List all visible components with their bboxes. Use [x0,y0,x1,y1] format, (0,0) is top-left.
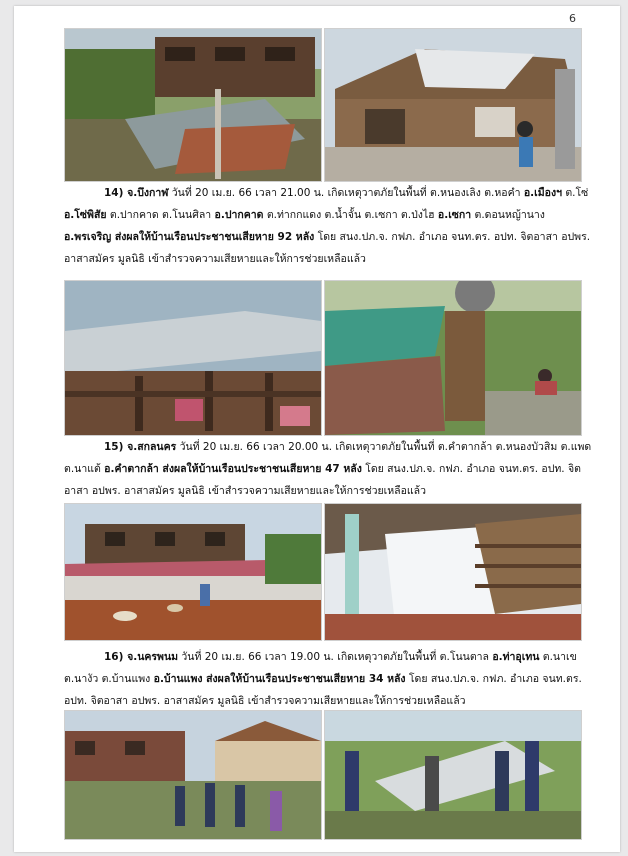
item-heading: 16) จ.นครพนม [104,651,179,663]
photo-broken-roof-interior [64,280,322,436]
photo-house-with-officials [64,710,322,840]
page-number: 6 [569,12,576,25]
photo-two-storey-house-with-dogs [64,503,322,641]
report-item-15: 15) จ.สกลนคร วันที่ 20 เม.ย. 66 เวลา 20.00 น. เกิดเหตุวาตภัยในพื้นที่ ต.คำตากล้า ต.หนองบัวสิม ต.แพด ต.นาแต้ อ.คำตากล้า ส่งผลให้บ้านเรือนประชาชนเสียหาย 47 หลัง โดย สนง.ปภ.จ. กฟภ. อำเภอ จนท.ตร. อปท. จิตอาสา อปพร. อาสาสมัคร มูลนิธิ เข้าสำรวจความเสียหายและให้การช่วยเหลือแล้ว [64,441,592,497]
photo-roof-blown-off-house [324,28,582,182]
document-page [14,6,620,852]
photo-damaged-roof-beams [324,503,582,641]
photo-collapsed-metal-roof [324,280,582,436]
report-item-16: 16) จ.นครพนม วันที่ 20 เม.ย. 66 เวลา 19.00 น. เกิดเหตุวาตภัยในพื้นที่ ต.โนนตาล อ.ท่าอุเทน ต.นาเข ต.นางัว ต.บ้านแพง อ.บ้านแพง ส่งผลให้บ้านเรือนประชาชนเสียหาย 34 หลัง โดย สนง.ปภ.จ. กฟภ. อำเภอ จนท.ตร. อปท. จิตอาสา อปพร. อาสาสมัคร มูลนิธิ เข้าสำรวจความเสียหายและให้การช่วยเหลือแล้ว [64,651,582,707]
item-heading: 15) จ.สกลนคร [104,441,177,453]
report-item-14: 14) จ.บึงกาฬ วันที่ 20 เม.ย. 66 เวลา 21.00 น. เกิดเหตุวาตภัยในพื้นที่ ต.หนองเลิง ต.หอคำ อ.เมืองฯ ต.โซ่ อ.โซ่พิสัย ต.ปากคาด ต.โนนศิลา อ.ปากคาด ต.ท่ากกแดง ต.น้ำจั้น ต.เซกา ต.ป่งไฮ อ.เซกา ต.ดอนหญ้านาง อ.พรเจริญ ส่งผลให้บ้านเรือนประชาชนเสียหาย 92 หลัง โดย สนง.ปภ.จ. กฟภ. อำเภอ จนท.ตร. อปท. จิตอาสา อปพร. อาสาสมัคร มูลนิธิ เข้าสำรวจความเสียหายและให้การช่วยเหลือแล้ว [64,187,591,265]
photo-damaged-wooden-house [64,28,322,182]
item-heading: 14) จ.บึงกาฬ [104,187,169,199]
photo-officials-inspecting-debris [324,710,582,840]
